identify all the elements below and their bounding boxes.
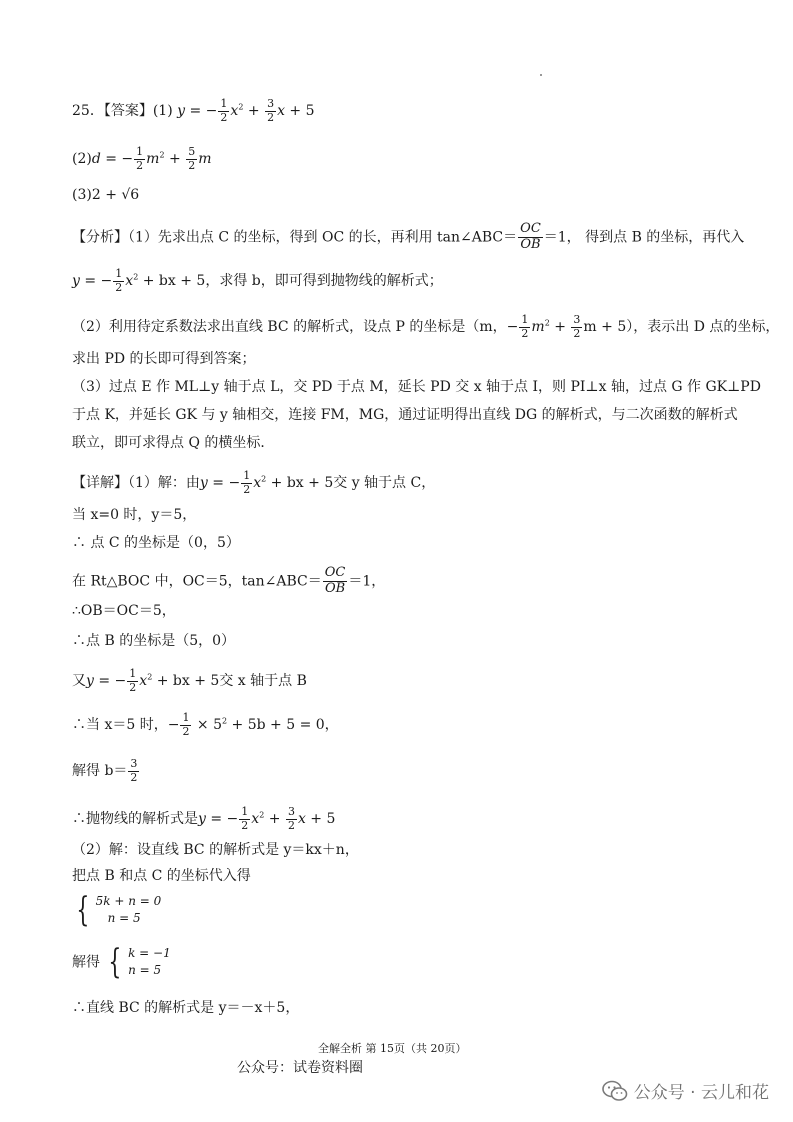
- var-x: x: [125, 273, 134, 290]
- detail-line-1: [72, 470, 435, 496]
- page-footer: 全解全析 第 15页（共 20页）: [318, 1042, 467, 1055]
- exponent: 2: [133, 272, 139, 282]
- var-x: x: [253, 475, 262, 492]
- scan-speck: [540, 74, 542, 76]
- answer-1-label: (1): [152, 103, 173, 120]
- var-x: x: [230, 103, 239, 120]
- exponent: 2: [159, 150, 165, 160]
- detail-line-4: [72, 566, 385, 597]
- detail-line-14: ∴直线 BC 的解析式是 y＝－x＋5，: [72, 1000, 300, 1016]
- detail-line-10: [72, 806, 335, 832]
- op: + bx + 5: [152, 673, 220, 690]
- analysis-line-4: 求出 PD 的长即可得到答案；: [72, 351, 256, 367]
- detail-text: 交 y 轴于点 C，: [333, 475, 436, 492]
- detail-line-13: [72, 942, 171, 983]
- exponent: 2: [147, 672, 153, 682]
- analysis-tag: 【分析】: [72, 229, 128, 246]
- analysis-line-2: [72, 268, 443, 294]
- system-row: n = 5: [107, 911, 141, 926]
- var-y: y: [86, 673, 94, 690]
- detail-text: 交 x 轴于点 B: [219, 673, 307, 690]
- system-row: k = −1: [128, 946, 171, 960]
- watermark: [602, 1078, 769, 1103]
- detail-text: 又: [72, 673, 86, 690]
- detail-line-11: （2）解：设直线 BC 的解析式是 y＝kx＋n，: [72, 842, 359, 858]
- var-x: x: [139, 673, 148, 690]
- var-x: x: [297, 811, 306, 828]
- fraction: $\frac{1}{2}$: [241, 805, 249, 832]
- op: = −: [79, 273, 113, 290]
- equation-system-1: [72, 890, 162, 931]
- op: = −: [185, 103, 218, 120]
- op: = −: [93, 673, 127, 690]
- fraction: $\frac{1}{2}$: [182, 711, 190, 738]
- var-y: y: [177, 103, 186, 120]
- var-m: m: [146, 151, 160, 168]
- analysis-line-5: （3）过点 E 作 ML⊥y 轴于点 L，交 PD 于点 M，延长 PD 交 x 轴于点 I，则 PI⊥x 轴，过点 G 作 GK⊥PD: [72, 379, 761, 395]
- op: = −: [207, 475, 241, 492]
- op: = −: [205, 811, 239, 828]
- var-x: x: [277, 103, 285, 120]
- answer-3-value: 2 + √6: [91, 187, 140, 203]
- op: m + 5: [583, 319, 627, 336]
- fraction: $\frac{3}{2}$: [287, 805, 295, 832]
- analysis-line-7: 联立，即可求得点 Q 的横坐标．: [72, 435, 275, 451]
- op: +: [264, 811, 285, 828]
- detail-tag: 【详解】: [72, 475, 128, 492]
- fraction: $\frac{1}{2}$: [220, 97, 228, 124]
- fraction: $\frac{OC}{OB}$: [520, 221, 541, 252]
- analysis-text: （1）先求出点 C 的坐标，得到 OC 的长，再利用 tan∠ABC＝: [128, 229, 518, 246]
- answer-3-label: (3): [72, 187, 92, 203]
- d-equals: d = −: [91, 151, 134, 168]
- op: + bx + 5: [138, 273, 206, 290]
- exponent: 2: [238, 102, 244, 112]
- detail-text: （1）解：由: [128, 475, 200, 492]
- answer-2-label: (2): [72, 151, 92, 168]
- op: + 5: [284, 103, 315, 120]
- var-m: m: [198, 151, 212, 168]
- answer-line-2: [72, 146, 211, 172]
- op: +: [549, 319, 571, 336]
- fraction: $\frac{1}{2}$: [115, 267, 123, 294]
- system-row: n = 5: [128, 963, 162, 978]
- var-y: y: [72, 273, 80, 290]
- var-y: y: [198, 811, 206, 828]
- answer-header: 25．【答案】: [72, 103, 153, 120]
- watermark-text: 公众号 · 云儿和花: [633, 1083, 769, 1103]
- wechat-icon: [602, 1080, 628, 1102]
- exponent: 2: [221, 716, 228, 726]
- fraction: $\frac{1}{2}$: [521, 313, 529, 340]
- punct: ，: [324, 717, 339, 734]
- op: −: [167, 717, 180, 734]
- brace: {: [76, 890, 90, 931]
- detail-text: ∴抛物线的解析式是: [72, 811, 198, 828]
- exponent: 2: [544, 318, 550, 328]
- fraction: $\frac{OC}{OB}$: [324, 565, 346, 596]
- detail-line-9: [72, 758, 140, 784]
- brace: {: [108, 942, 122, 983]
- detail-text: ∴当 x＝5 时，: [72, 717, 168, 734]
- detail-line-12: 把点 B 和点 C 的坐标代入得: [72, 868, 251, 884]
- answer-line-3: [72, 188, 139, 202]
- fraction: $\frac{3}{2}$: [130, 757, 138, 784]
- analysis-line-3: [72, 314, 779, 340]
- op: +: [243, 103, 265, 120]
- var-y: y: [199, 475, 208, 492]
- detail-text: 解得 b＝: [72, 763, 128, 780]
- detail-line-8: [72, 712, 339, 738]
- detail-text: ＝1，: [348, 573, 386, 590]
- op: −: [506, 319, 519, 336]
- analysis-text: ），表示出 D 点的坐标，: [626, 319, 780, 336]
- analysis-line-1: [72, 222, 744, 253]
- fraction: $\frac{5}{2}$: [188, 145, 196, 172]
- op: × 5: [192, 717, 222, 734]
- analysis-text: （2）利用待定系数法求出直线 BC 的解析式，设点 P 的坐标是（m，: [72, 319, 507, 336]
- system-row: 5k + n = 0: [95, 894, 162, 908]
- exponent: 2: [261, 474, 267, 484]
- fraction: $\frac{1}{2}$: [243, 469, 251, 496]
- publisher-label: 公众号：试卷资料圈: [237, 1060, 363, 1076]
- detail-line-7: [72, 668, 307, 694]
- op: + 5b + 5 = 0: [227, 717, 325, 734]
- fraction: $\frac{1}{2}$: [129, 667, 137, 694]
- exponent: 2: [259, 810, 265, 820]
- analysis-text: ＝1， 得到点 B 的坐标，再代入: [543, 229, 745, 246]
- detail-text: 解得: [72, 954, 100, 971]
- detail-line-5: ∴OB＝OC＝5，: [72, 603, 176, 619]
- op: + 5: [305, 811, 336, 828]
- detail-line-6: ∴点 B 的坐标是（5，0）: [72, 633, 236, 649]
- analysis-line-6: 于点 K，并延长 GK 与 y 轴相交，连接 FM，MG，通过证明得出直线 DG 的解析式，与二次函数的解析式: [72, 407, 738, 423]
- detail-text: 在 Rt△BOC 中，OC＝5，tan∠ABC＝: [72, 573, 322, 590]
- op: + bx + 5: [266, 475, 334, 492]
- answer-line-1: [72, 98, 315, 124]
- analysis-text: ，求得 b，即可得到抛物线的解析式；: [205, 273, 443, 290]
- fraction: $\frac{3}{2}$: [573, 313, 581, 340]
- fraction: $\frac{1}{2}$: [136, 145, 144, 172]
- var-m: m: [531, 319, 545, 336]
- fraction: $\frac{3}{2}$: [267, 97, 275, 124]
- op: +: [164, 151, 186, 168]
- var-x: x: [251, 811, 260, 828]
- detail-line-2: 当 x=0 时，y＝5，: [72, 507, 197, 523]
- detail-line-3: ∴ 点 C 的坐标是（0，5）: [72, 535, 240, 551]
